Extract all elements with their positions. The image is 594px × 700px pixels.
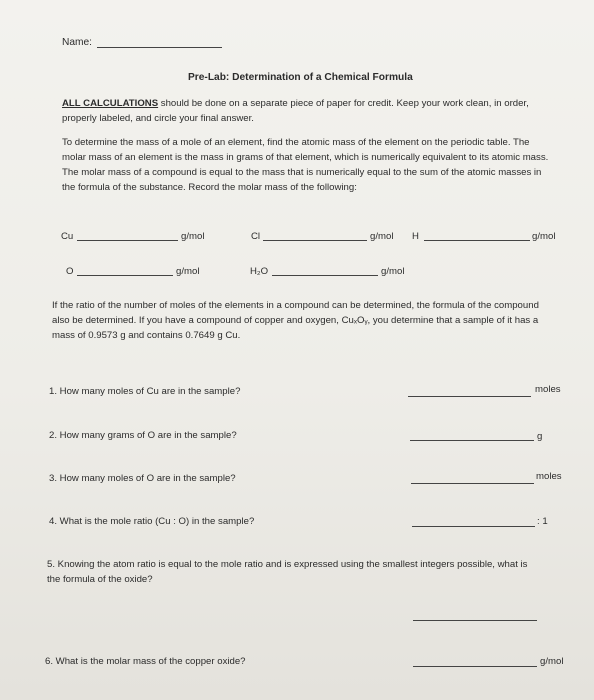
question-3: 3. How many moles of O are in the sample?: [49, 473, 236, 484]
cl-unit: g/mol: [370, 231, 394, 242]
h2o-label: H₂O: [250, 266, 269, 277]
question-5: [47, 557, 537, 587]
ratio-paragraph: If the ratio of the number of moles of the elements in a compound can be determined, the formula of the compound also be determined. If you have a compound of copper and oxygen, CuₓOᵧ, you determine that a sample of it has a mass of 0.9573 g and contains 0.7649 g Cu.: [52, 300, 539, 341]
question-1-unit: moles: [535, 384, 561, 395]
question-1-answer-field[interactable]: [408, 396, 531, 397]
h-molar-mass-field[interactable]: [424, 240, 530, 241]
name-label: Name:: [62, 37, 93, 48]
question-3-unit: moles: [536, 471, 562, 482]
question-2-answer-field[interactable]: [410, 440, 534, 441]
o-molar-mass-field[interactable]: [77, 275, 173, 276]
question-4-answer-field[interactable]: [412, 526, 535, 527]
question-2: 2. How many grams of O are in the sample?: [49, 430, 237, 441]
h-unit: g/mol: [532, 231, 556, 242]
notice-text: should be done on a separate piece of paper for credit. Keep your work clean, in order, properly labeled, and circle your final answer.: [62, 98, 529, 124]
name-field[interactable]: [97, 47, 222, 48]
o-unit: g/mol: [176, 266, 200, 277]
h2o-unit: g/mol: [381, 266, 405, 277]
question-5-text: 5. Knowing the atom ratio is equal to the mole ratio and is expressed using the smallest integers possible, what is the formula of the oxide?: [47, 559, 528, 585]
h-label: H: [412, 231, 419, 242]
question-5-answer-field[interactable]: [413, 620, 537, 621]
question-6-unit: g/mol: [540, 656, 564, 667]
cl-label: Cl: [251, 231, 261, 242]
question-4-unit: : 1: [537, 516, 548, 527]
cl-molar-mass-field[interactable]: [263, 240, 367, 241]
intro-paragraph: To determine the mass of a mole of an element, find the atomic mass of the element on the periodic table. The molar mass of an element is the mass in grams of that element, which is numerically equivalent to its atomic mass. The molar mass of a compound is equal to the mass that is numerically equal to the sum of the atomic masses in the formula of the substance. Record the molar mass of the following:: [62, 137, 549, 193]
calculations-notice: [62, 96, 552, 126]
cu-label: Cu: [61, 231, 74, 242]
cu-unit: g/mol: [181, 231, 205, 242]
cu-molar-mass-field[interactable]: [77, 240, 178, 241]
question-3-answer-field[interactable]: [411, 483, 534, 484]
o-label: O: [66, 266, 74, 277]
question-6-answer-field[interactable]: [413, 666, 537, 667]
notice-emphasis: ALL CALCULATIONS: [62, 98, 159, 109]
question-4: 4. What is the mole ratio (Cu : O) in the sample?: [49, 516, 255, 527]
question-1: 1. How many moles of Cu are in the sample?: [49, 386, 241, 397]
h2o-molar-mass-field[interactable]: [272, 275, 378, 276]
question-6: 6. What is the molar mass of the copper oxide?: [45, 656, 246, 667]
page-title: Pre-Lab: Determination of a Chemical Formula: [188, 72, 413, 83]
question-2-unit: g: [537, 431, 543, 442]
